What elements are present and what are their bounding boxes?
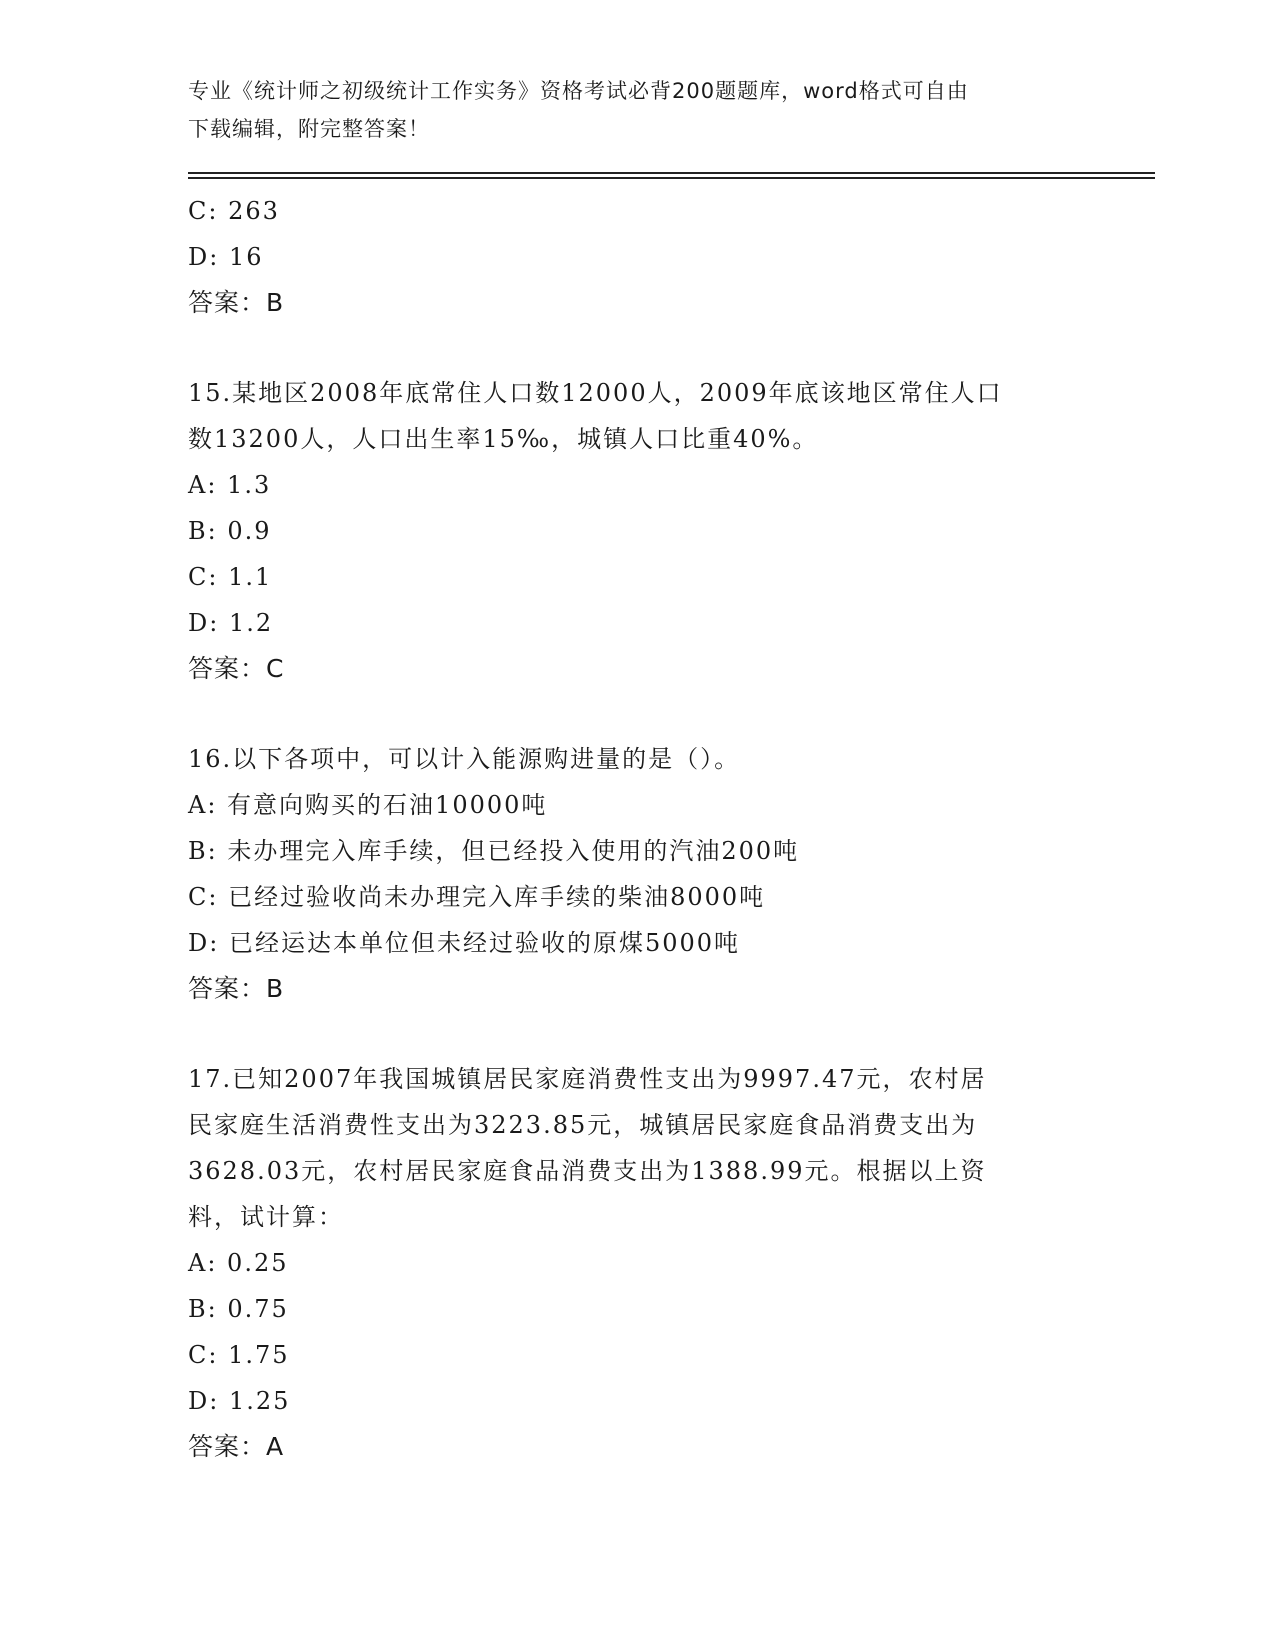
option-b: B: 0.9 (188, 517, 272, 545)
spacer (188, 1012, 1088, 1056)
question-16 (188, 736, 1088, 1012)
spacer (188, 326, 1088, 370)
option-c: C: 263 (188, 197, 280, 225)
answer-line: 答案：C (188, 654, 285, 683)
answer-line: 答案：A (188, 1432, 285, 1461)
option-d: D: 1.25 (188, 1387, 291, 1415)
option-d: D: 已经运达本单位但未经过验收的原煤5000吨 (188, 929, 741, 957)
spacer (188, 692, 1088, 736)
prev-question-block (188, 188, 1088, 326)
header-line-1: 专业《统计师之初级统计工作实务》资格考试必背200题题库，word格式可自由 (188, 79, 969, 103)
option-a: A: 0.25 (188, 1249, 289, 1277)
question-stem-line: 民家庭生活消费性支出为3223.85元，城镇居民家庭食品消费支出为 (188, 1111, 978, 1139)
option-c: C: 已经过验收尚未办理完入库手续的柴油8000吨 (188, 883, 766, 911)
option-b: B: 未办理完入库手续，但已经投入使用的汽油200吨 (188, 837, 800, 865)
question-stem-line: 数13200人，人口出生率15‰，城镇人口比重40%。 (188, 425, 819, 453)
question-stem-line: 15.某地区2008年底常住人口数12000人，2009年底该地区常住人口 (188, 379, 1003, 407)
header-line-2: 下载编辑，附完整答案！ (188, 117, 430, 141)
question-stem-line: 料，试计算： (188, 1203, 344, 1231)
answer-line: 答案：B (188, 974, 285, 1003)
question-stem-line: 3628.03元，农村居民家庭食品消费支出为1388.99元。根据以上资 (188, 1157, 987, 1185)
header-divider-top (188, 172, 1155, 174)
option-d: D: 16 (188, 243, 264, 271)
question-stem-line: 17.已知2007年我国城镇居民家庭消费性支出为9997.47元，农村居 (188, 1065, 987, 1093)
option-b: B: 0.75 (188, 1295, 289, 1323)
header-divider-bottom (188, 177, 1155, 179)
document-header (188, 72, 1088, 148)
option-c: C: 1.75 (188, 1341, 290, 1369)
option-a: A: 1.3 (188, 471, 272, 499)
option-a: A: 有意向购买的石油10000吨 (188, 791, 548, 819)
question-content (188, 188, 1088, 1470)
option-d: D: 1.2 (188, 609, 274, 637)
question-stem-line: 16.以下各项中，可以计入能源购进量的是（）。 (188, 745, 741, 773)
question-15 (188, 370, 1088, 692)
option-c: C: 1.1 (188, 563, 273, 591)
answer-line: 答案：B (188, 288, 285, 317)
question-17 (188, 1056, 1088, 1470)
